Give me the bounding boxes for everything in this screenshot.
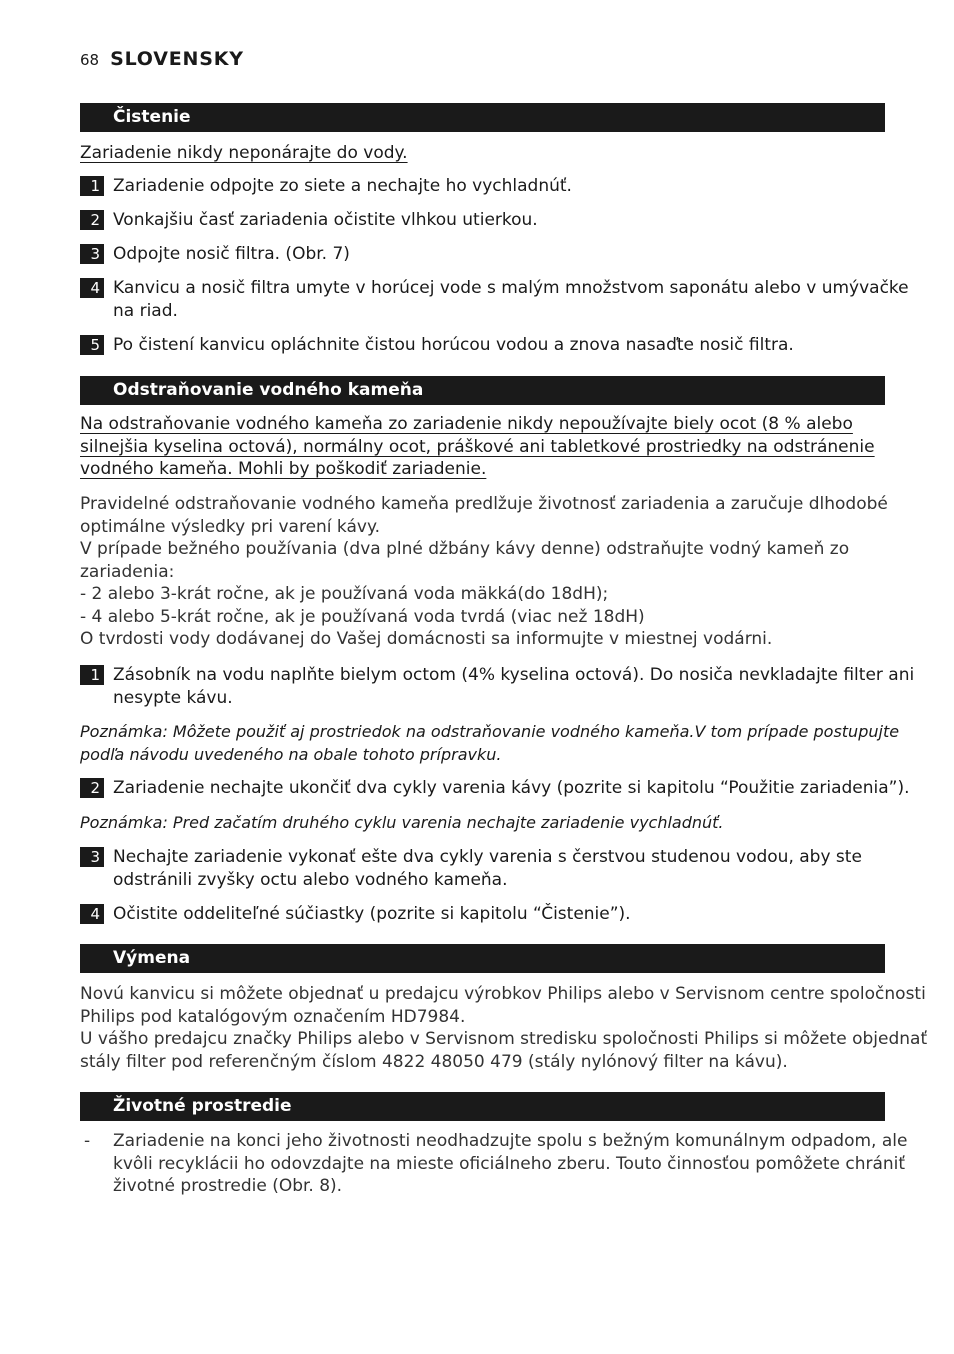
step-number: 4 xyxy=(80,278,104,298)
section-replacement-heading: Výmena xyxy=(80,944,885,973)
page-header xyxy=(80,48,244,74)
step-number: 2 xyxy=(80,778,104,798)
replacement-text: Novú kanvicu si môžete objednať u predajcu výrobkov Philips alebo v Servisnom centre spoločnosti Philips pod katalógovým označením HD7984. U vášho predajcu značky Philips alebo v Servisnom stredisku spoločnosti Philips si môžete objednať stály filter pod referenčným číslom 4822 48050 479 (stály nylónový filter na kávu). xyxy=(80,984,928,1072)
step-number: 3 xyxy=(80,244,104,264)
descaling-step-4: 4 Očistite oddeliteľné súčiastky (pozrite si kapitolu “Čistenie”). xyxy=(80,903,885,926)
descaling-intro: Pravidelné odstraňovanie vodného kameňa predlžuje životnosť zariadenia a zaručuje dlhodobé optimálne výsledky pri varení kávy. V prípade bežného používania (dva plné džbány kávy denne) odstraňujte vodný kameň zo zariadenia: - 2 alebo 3-krát ročne, ak je používaná voda mäkká(do 18dH); - 4 alebo 5-krát ročne, ak je používaná voda tvrdá (viac než 18dH) O tvrdosti vody dodávanej do Vašej domácnosti sa informujte v miestnej vodárni. xyxy=(80,494,888,649)
descaling-note-1: Poznámka: Môžete použiť aj prostriedok na odstraňovanie vodného kameňa.V tom prípade postupujte podľa návodu uvedeného na obale tohoto prípravku. xyxy=(80,722,900,764)
descaling-step-2: 2 Zariadenie nechajte ukončiť dva cykly varenia kávy (pozrite si kapitolu “Použitie zariadenia”). xyxy=(80,777,885,800)
language-title: SLOVENSKY xyxy=(110,48,244,70)
cleaning-step-5: 5 Po čistení kanvicu opláchnite čistou horúcou vodou a znova nasaďte nosič filtra. xyxy=(80,334,885,357)
step-number: 2 xyxy=(80,210,104,230)
section-descaling-heading: Odstraňovanie vodného kameňa xyxy=(80,376,885,405)
step-number: 3 xyxy=(80,847,104,867)
cleaning-warning: Zariadenie nikdy neponárajte do vody. xyxy=(80,143,408,163)
cleaning-step-1: 1 Zariadenie odpojte zo siete a nechajte ho vychladnúť. xyxy=(80,175,885,198)
cleaning-step-3: 3 Odpojte nosič filtra. (Obr. 7) xyxy=(80,243,885,266)
descaling-step-3: 3 Nechajte zariadenie vykonať ešte dva cykly varenia s čerstvou studenou vodou, aby ste odstránili zvyšky octu alebo vodného kameňa. xyxy=(80,846,885,891)
descaling-note-2: Poznámka: Pred začatím druhého cyklu varenia nechajte zariadenie vychladnúť. xyxy=(80,813,724,832)
descaling-warning: Na odstraňovanie vodného kameňa zo zariadenie nikdy nepoužívajte biely ocot (8 % alebo silnejšia kyselina octová), normálny ocot, práškové ani tabletkové prostriedky na odstránenie vodného kameňa. Mohli by poškodiť zariadenie. xyxy=(80,414,875,479)
dash-bullet: - xyxy=(84,1131,91,1151)
environment-list-item: - Zariadenie na konci jeho životnosti neodhadzujte spolu s bežným komunálnym odpadom, ale kvôli recyklácii ho odovzdajte na mieste oficiálneho zberu. Touto činnosťou pomôžete chrániť životné prostredie (Obr. 8). xyxy=(80,1130,885,1198)
page-number: 68 xyxy=(80,51,100,69)
section-environment-heading: Životné prostredie xyxy=(80,1092,885,1121)
step-number: 4 xyxy=(80,904,104,924)
step-number: 1 xyxy=(80,176,104,196)
descaling-step-1: 1 Zásobník na vodu naplňte bielym octom (4% kyselina octová). Do nosiča nevkladajte filter ani nesypte kávu. xyxy=(80,664,885,709)
cleaning-step-4: 4 Kanvicu a nosič filtra umyte v horúcej vode s malým množstvom saponátu alebo v umývačke na riad. xyxy=(80,277,885,322)
cleaning-step-2: 2 Vonkajšiu časť zariadenia očistite vlhkou utierkou. xyxy=(80,209,885,232)
section-cleaning-heading: Čistenie xyxy=(80,103,885,132)
step-number: 1 xyxy=(80,665,104,685)
step-number: 5 xyxy=(80,335,104,355)
